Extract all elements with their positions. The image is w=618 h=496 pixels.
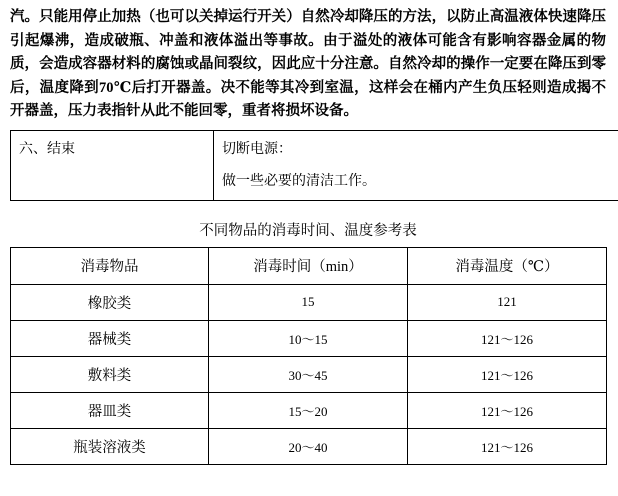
cell-item: 敷料类 — [11, 356, 209, 392]
cell-item: 器械类 — [11, 320, 209, 356]
section-table — [10, 130, 618, 201]
cell-temperature: 121～126 — [408, 320, 607, 356]
cell-temperature: 121 — [408, 284, 607, 320]
table-row — [11, 320, 607, 356]
body-paragraph: 汽。只能用停止加热（也可以关掉运行开关）自然冷却降压的方法，以防止高温液体快速降压引起爆沸，造成破瓶、冲盖和液体溢出等事故。由于溢处的液体可能含有影响容器金属的物质，会造成容器材料的腐蚀或晶间裂纹，因此应十分注意。自然冷却的操作一定要在降压到零后，温度降到70℃后打开器盖。决不能等其冷到室温，这样会在桶内产生负压轻则造成揭不开器盖，压力表指针从此不能回零，重者将损坏设备。 — [10, 9, 606, 119]
section-label-cell: 六、结束 — [11, 130, 214, 200]
cell-item: 器皿类 — [11, 392, 209, 428]
cell-time: 20～40 — [209, 428, 408, 464]
table-row — [11, 284, 607, 320]
column-header-item: 消毒物品 — [11, 247, 209, 284]
section-body-line-2: 做一些必要的清洁工作。 — [222, 173, 376, 189]
cell-time: 15～20 — [209, 392, 408, 428]
cell-time: 10～15 — [209, 320, 408, 356]
table-row — [11, 356, 607, 392]
cell-temperature: 121～126 — [408, 428, 607, 464]
table-caption: 不同物品的消毒时间、温度参考表 — [199, 222, 417, 239]
table-row — [11, 130, 618, 200]
table-row — [11, 428, 607, 464]
column-header-time: 消毒时间（min） — [209, 247, 408, 284]
cell-time: 30～45 — [209, 356, 408, 392]
table-row — [11, 392, 607, 428]
cell-time: 15 — [209, 284, 408, 320]
disinfection-reference-table — [10, 247, 607, 465]
column-header-temperature: 消毒温度（℃） — [408, 247, 607, 284]
cell-item: 橡胶类 — [11, 284, 209, 320]
cell-temperature: 121～126 — [408, 356, 607, 392]
section-body-line-1: 切断电源： — [222, 141, 292, 157]
cell-item: 瓶装溶液类 — [11, 428, 209, 464]
section-body-cell — [214, 130, 618, 200]
cell-temperature: 121～126 — [408, 392, 607, 428]
table-header-row — [11, 247, 607, 284]
